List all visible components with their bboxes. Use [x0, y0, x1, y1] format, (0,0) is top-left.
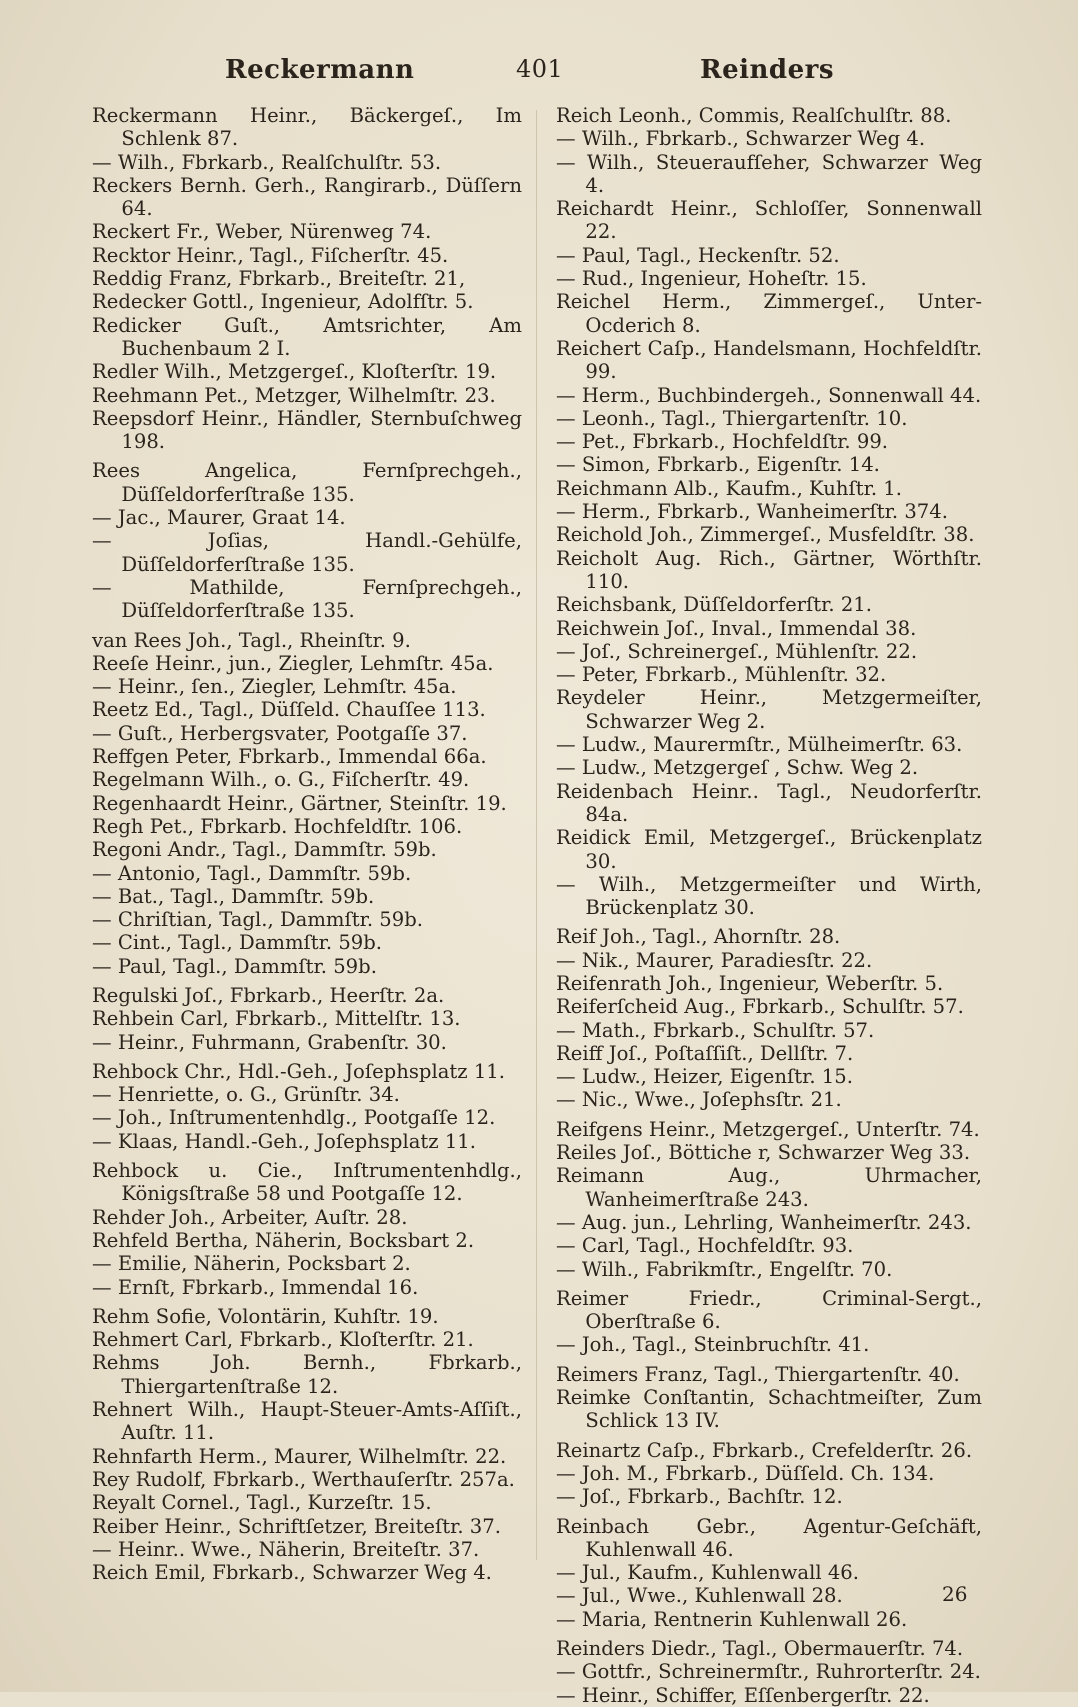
entry: Rehms Joh. Bernh., Fbrkarb., Thiergartenſtraße 12. [92, 1351, 522, 1398]
entry: Rehbein Carl, Fbrkarb., Mittelſtr. 13. [92, 1007, 461, 1031]
entry: — Wilh., Fabrikmſtr., Engelſtr. 70. [556, 1257, 893, 1281]
entry: — Pet., Fbrkarb., Hochfeldſtr. 99. [556, 430, 889, 454]
entry: — Cint., Tagl., Dammſtr. 59b. [92, 931, 383, 955]
entry: Rehder Joh., Arbeiter, Auſtr. 28. [92, 1205, 408, 1229]
entry: Reffgen Peter, Fbrkarb., Immendal 66a. [92, 745, 487, 769]
entry: — Ludw., Heizer, Eigenſtr. 15. [556, 1065, 853, 1089]
entry: — Paul, Tagl., Dammſtr. 59b. [92, 954, 377, 978]
entry: Reiff Joſ., Poſtaſſiſt., Dellſtr. 7. [556, 1041, 854, 1065]
entry: Reiber Heinr., Schriftſetzer, Breiteſtr. 37. [92, 1514, 501, 1538]
entry: Rehfeld Bertha, Näherin, Bocksbart 2. [92, 1228, 475, 1252]
entry: Reimke Conſtantin, Schachtmeiſter, Zum Schlick 13 IV. [556, 1386, 982, 1433]
entry: Reidick Emil, Metzgergeſ., Brückenplatz 30. [556, 826, 982, 873]
entry: — Rud., Ingenieur, Hoheſtr. 15. [556, 267, 867, 291]
entry: — Joh., Inſtrumentenhdlg., Pootgaſſe 12. [92, 1106, 496, 1130]
entry: Reimers Franz, Tagl., Thiergartenſtr. 40. [556, 1362, 960, 1386]
entry: Reckermann Heinr., Bäckergeſ., Im Schlenk 87. [92, 104, 522, 151]
entry: — Jul., Wwe., Kuhlenwall 28. [556, 1584, 843, 1608]
entry: — Antonio, Tagl., Dammſtr. 59b. [92, 861, 412, 885]
entry: — Heinr., ſen., Ziegler, Lehmſtr. 45a. [92, 675, 457, 699]
entry: Reetz Ed., Tagl., Düſſeld. Chauſſee 113. [92, 698, 486, 722]
entry: Reyalt Cornel., Tagl., Kurzeſtr. 15. [92, 1491, 432, 1515]
entry: Reichert Caſp., Handelsmann, Hochfeldſtr. 99. [556, 336, 982, 384]
entry: Reimann Aug., Uhrmacher, Wanheimerſtraße 243. [556, 1164, 982, 1211]
entry: — Guſt., Herbergsvater, Pootgaſſe 37. [92, 721, 468, 745]
entry: Reidenbach Heinr.. Tagl., Neudorferſtr. 84a. [556, 779, 982, 826]
entry: — Joſ., Fbrkarb., Bachſtr. 12. [556, 1485, 843, 1509]
entry: Reicholt Aug. Rich., Gärtner, Wörthſtr. 110. [556, 546, 982, 593]
entry: Reeſe Heinr., jun., Ziegler, Lehmſtr. 45a. [92, 651, 494, 675]
entry: Reinartz Caſp., Fbrkarb., Crefelderſtr. 26. [556, 1438, 973, 1462]
entry: — Mathilde, Fernſprechgeh., Düſſeldorferſtraße 135. [92, 575, 522, 623]
entry: Reehmann Pet., Metzger, Wilhelmſtr. 23. [92, 383, 496, 407]
entry: Rehbock Chr., Hdl.-Geh., Joſephsplatz 11. [92, 1059, 505, 1083]
entry: — Heinr., Fuhrmann, Grabenſtr. 30. [92, 1030, 447, 1054]
entry: Reinbach Gebr., Agentur-Geſchäft, Kuhlenwall 46. [556, 1514, 982, 1561]
left-column [92, 104, 522, 1584]
entry: — Aug. jun., Lehrling, Wanheimerſtr. 243. [556, 1210, 972, 1234]
entry: — Carl, Tagl., Hochfeldſtr. 93. [556, 1234, 854, 1258]
entry: Regulski Joſ., Fbrkarb., Heerſtr. 2a. [92, 983, 445, 1007]
column-divider [536, 110, 537, 1560]
entry: Reichsbank, Düſſeldorferſtr. 21. [556, 593, 873, 617]
entry: — Paul, Tagl., Heckenſtr. 52. [556, 243, 840, 267]
entry: Regenhaardt Heinr., Gärtner, Steinſtr. 19. [92, 791, 507, 815]
entry: Reichmann Alb., Kaufm., Kuhſtr. 1. [556, 476, 902, 500]
entry: — Henriette, o. G., Grünſtr. 34. [92, 1083, 400, 1107]
entry: — Joh., Tagl., Steinbruchſtr. 41. [556, 1333, 870, 1357]
entry: — Wilh., Steueraufſeher, Schwarzer Weg 4. [556, 150, 982, 197]
entry: — Jul., Kaufm., Kuhlenwall 46. [556, 1561, 860, 1585]
entry: — Heinr., Schiffer, Eſſenbergerſtr. 22. [556, 1683, 930, 1707]
entry: Rehmert Carl, Fbrkarb., Kloſterſtr. 21. [92, 1328, 474, 1352]
entry: — Wilh., Fbrkarb., Realſchulſtr. 53. [92, 150, 442, 174]
signature-mark: 26 [942, 1582, 968, 1606]
entry: Redler Wilh., Metzgergeſ., Kloſterſtr. 19. [92, 360, 497, 384]
entry: Reifgens Heinr., Metzgergeſ., Unterſtr. 74. [556, 1117, 980, 1141]
entry: Reydeler Heinr., Metzgermeiſter, Schwarzer Weg 2. [556, 686, 982, 733]
entry: Reinders Diedr., Tagl., Obermauerſtr. 74. [556, 1637, 964, 1660]
entry: — Ernſt, Fbrkarb., Immendal 16. [92, 1275, 419, 1299]
entry: Rey Rudolf, Fbrkarb., Werthauſerſtr. 257a. [92, 1467, 515, 1491]
entry: — Bat., Tagl., Dammſtr. 59b. [92, 884, 375, 908]
entry: — Nic., Wwe., Joſephsſtr. 21. [556, 1088, 842, 1112]
entry: — Joſias, Handl.-Gehülfe, Düſſeldorferſtraße 135. [92, 529, 522, 576]
entry: Regh Pet., Fbrkarb. Hochfeldſtr. 106. [92, 814, 463, 838]
entry: Regelmann Wilh., o. G., Fiſcherſtr. 49. [92, 768, 470, 792]
entry: Reifenrath Joh., Ingenieur, Weberſtr. 5. [556, 971, 944, 995]
page-header [0, 55, 1078, 95]
entry: Redicker Guſt., Amtsrichter, Am Buchenbaum 2 I. [92, 313, 522, 360]
entry: Reichel Herm., Zimmergeſ., Unter-Ocderich 8. [556, 290, 982, 337]
entry: — Joſ., Schreinergeſ., Mühlenſtr. 22. [556, 639, 918, 663]
header-right-keyword: Reinders [700, 55, 834, 85]
entry: — Herm., Fbrkarb., Wanheimerſtr. 374. [556, 500, 948, 524]
entry: — Klaas, Handl.-Geh., Joſephsplatz 11. [92, 1129, 476, 1153]
entry: Rehm Sofie, Volontärin, Kuhſtr. 19. [92, 1304, 439, 1328]
entry: Rehnfarth Herm., Maurer, Wilhelmſtr. 22. [92, 1444, 507, 1468]
entry: — Simon, Fbrkarb., Eigenſtr. 14. [556, 453, 880, 477]
entry: — Maria, Rentnerin Kuhlenwall 26. [556, 1607, 908, 1631]
entry: Reif Joh., Tagl., Ahornſtr. 28. [556, 925, 841, 949]
entry: Recktor Heinr., Tagl., Fiſcherſtr. 45. [92, 243, 449, 267]
entry: — Leonh., Tagl., Thiergartenſtr. 10. [556, 406, 908, 430]
entry: — Wilh., Metzgermeiſter und Wirth, Brückenplatz 30. [556, 872, 982, 920]
entry: — Math., Fbrkarb., Schulſtr. 57. [556, 1018, 875, 1042]
entry: Rehbock u. Cie., Inſtrumentenhdlg., Königsſtraße 58 und Pootgaſſe 12. [92, 1159, 522, 1206]
entry: — Ludw., Maurermſtr., Mülheimerſtr. 63. [556, 733, 963, 757]
page-number: 401 [516, 55, 564, 83]
entry: — Heinr.. Wwe., Näherin, Breiteſtr. 37. [92, 1537, 480, 1561]
entry: Reckert Fr., Weber, Nürenweg 74. [92, 220, 432, 244]
entry: Reimer Friedr., Criminal-Sergt., Oberſtraße 6. [556, 1286, 982, 1334]
entry: Rehnert Wilh., Haupt-Steuer-Amts-Aſſiſt., Auſtr. 11. [92, 1398, 522, 1445]
entry: — Gottfr., Schreinermſtr., Ruhrorterſtr. 24. [556, 1660, 981, 1684]
entry: Reiferſcheid Aug., Fbrkarb., Schulſtr. 57. [556, 995, 964, 1019]
entry: — Joh. M., Fbrkarb., Düſſeld. Ch. 134. [556, 1461, 935, 1485]
entry: Reiles Joſ., Böttiche r, Schwarzer Weg 33. [556, 1141, 971, 1165]
header-left-keyword: Reckermann [225, 55, 415, 85]
entry: — Herm., Buchbindergeh., Sonnenwall 44. [556, 383, 982, 407]
entry: Reepsdorf Heinr., Händler, Sternbuſchweg 198. [92, 406, 522, 454]
entry: Reich Emil, Fbrkarb., Schwarzer Weg 4. [92, 1561, 492, 1585]
entry: — Jac., Maurer, Graat 14. [92, 506, 346, 530]
entry: Reichardt Heinr., Schloſſer, Sonnenwall 22. [556, 197, 982, 244]
entry: van Rees Joh., Tagl., Rheinſtr. 9. [92, 628, 411, 652]
entry: Reichold Joh., Zimmergeſ., Musfeldſtr. 38. [556, 523, 975, 547]
entry: Redecker Gottl., Ingenieur, Adolfſtr. 5. [92, 290, 474, 314]
entry: — Chriſtian, Tagl., Dammſtr. 59b. [92, 908, 423, 932]
entry: Rees Angelica, Fernſprechgeh., Düſſeldorferſtraße 135. [92, 459, 522, 506]
right-column [556, 104, 982, 1707]
entry: Reckers Bernh. Gerh., Rangirarb., Düſſern 64. [92, 173, 522, 221]
entry: — Nik., Maurer, Paradiesſtr. 22. [556, 948, 873, 972]
entry: Regoni Andr., Tagl., Dammſtr. 59b. [92, 838, 437, 862]
entry: — Ludw., Metzgergeſ , Schw. Weg 2. [556, 756, 919, 780]
entry: Reddig Franz, Fbrkarb., Breiteſtr. 21, [92, 267, 466, 291]
entry: Reichwein Joſ., Inval., Immendal 38. [556, 616, 917, 640]
entry: — Emilie, Näherin, Pocksbart 2. [92, 1252, 411, 1276]
entry: — Peter, Fbrkarb., Mühlenſtr. 32. [556, 663, 887, 687]
entry: — Wilh., Fbrkarb., Schwarzer Weg 4. [556, 127, 926, 151]
entry: Reich Leonh., Commis, Realſchulſtr. 88. [556, 104, 952, 127]
